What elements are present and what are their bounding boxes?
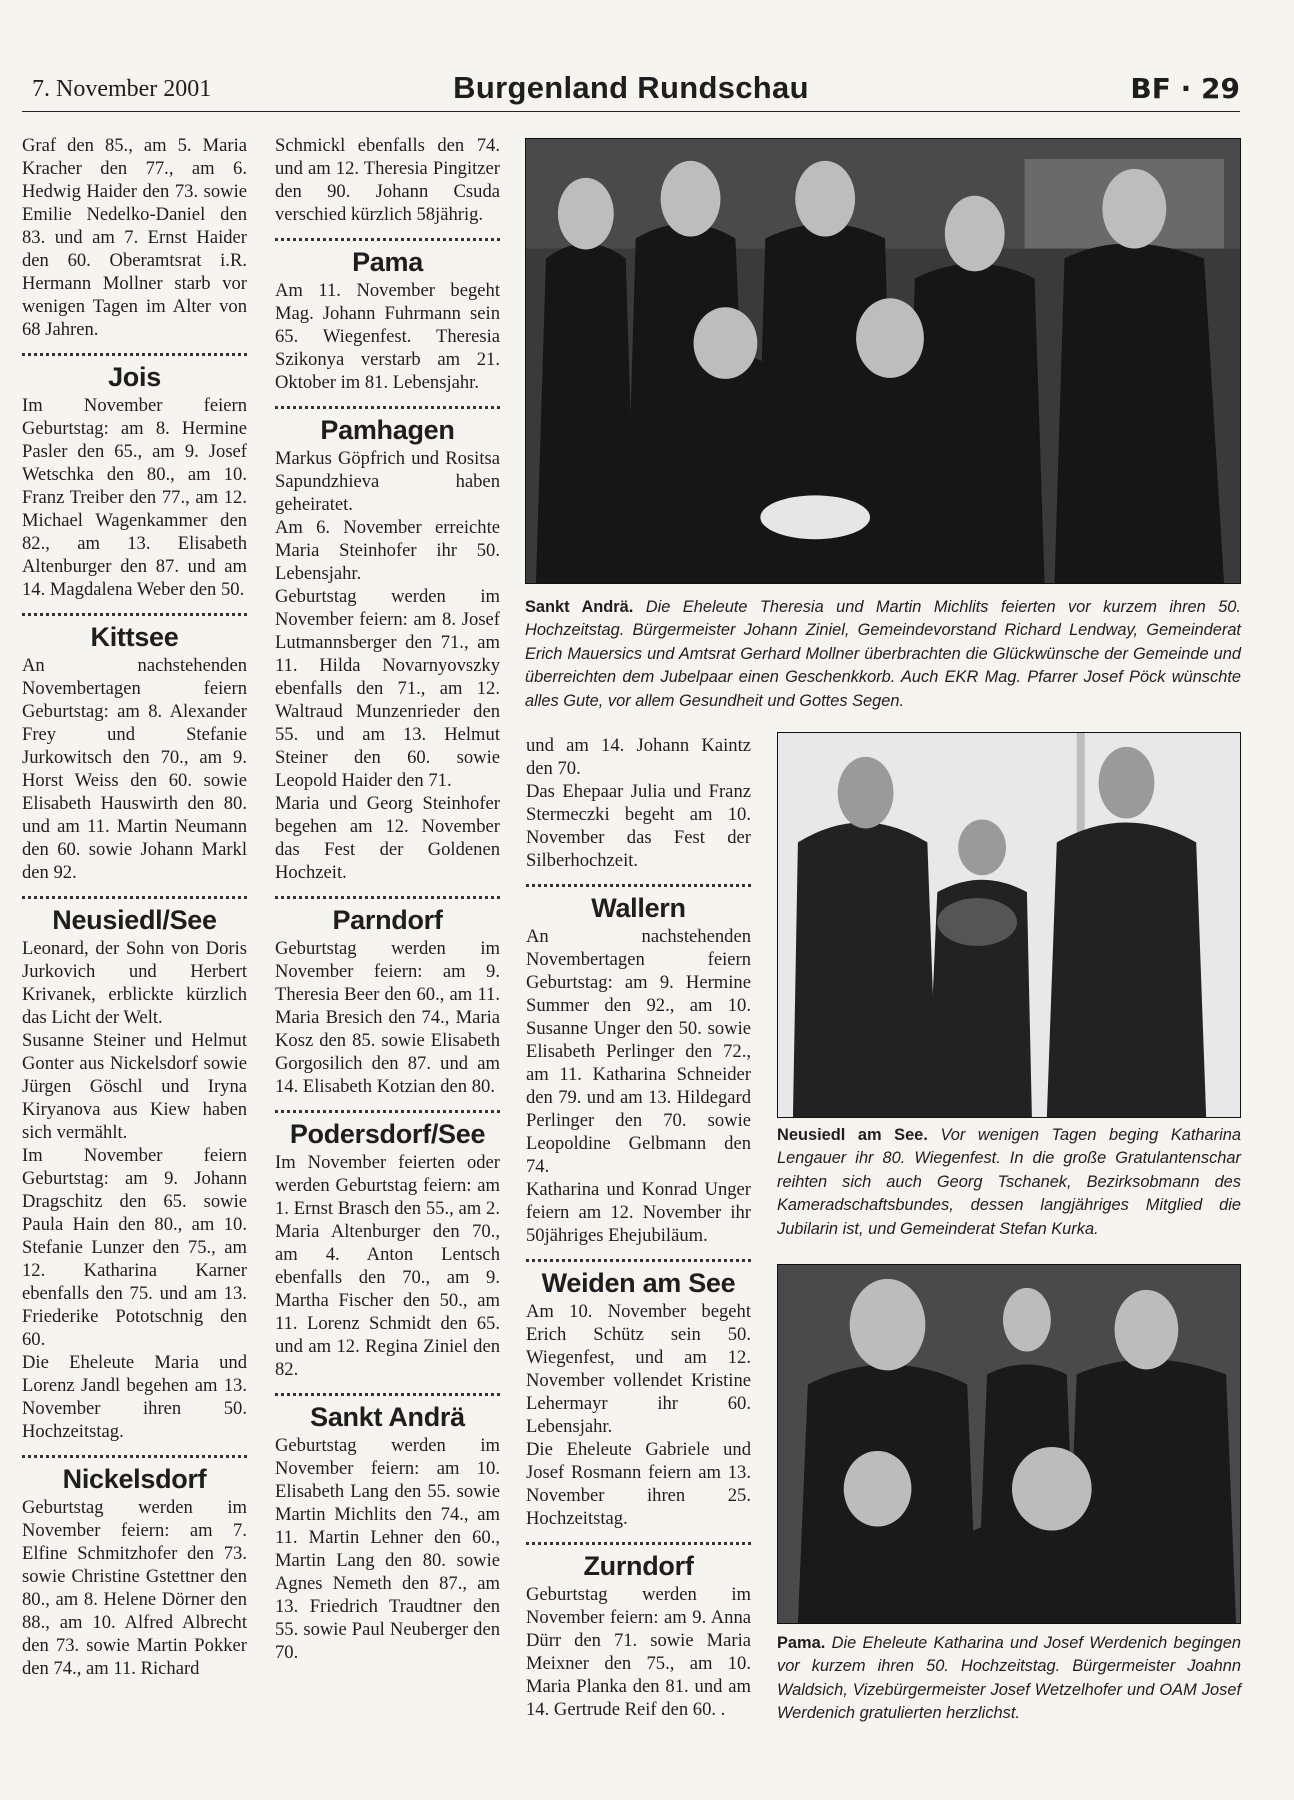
article-text: Susanne Steiner und Helmut Gonter aus Nickelsdorf sowie Jürgen Göschl und Iryna Kiryanova aus Kiew haben sich vermählt. (22, 1030, 247, 1143)
article-text: Die Eheleute Maria und Lorenz Jandl begehen am 13. November ihren 50. Hochzeitstag. (22, 1352, 247, 1442)
article-text: Markus Göpfrich und Rositsa Sapundzhieva haben geheiratet. (275, 448, 500, 515)
article-text: und am 14. Johann Kaintz den 70. (526, 735, 751, 779)
section-heading-parndorf: Parndorf (332, 905, 443, 935)
dotted-separator (275, 1101, 500, 1113)
page-header (22, 68, 1240, 112)
section-heading-neusiedl: Neusiedl/See (52, 905, 217, 935)
page-number: BF · 29 (1130, 72, 1240, 105)
caption-neusiedl-am-see (777, 1124, 1241, 1241)
article-text: Das Ehepaar Julia und Franz Stermeczki begeht am 10. November das Fest der Silberhochzeit. (526, 781, 751, 871)
article-text: Geburtstag werden im November feiern: am 9. Anna Dürr den 71. sowie Maria Meixner den 75., am 10. Maria Planka den 81. und am 14. Gertrude Reif den 60. . (526, 1584, 751, 1720)
article-text: An nachstehenden Novembertagen feiern Geburtstag: am 9. Hermine Summer den 92., am 10. Susanne Unger den 50. sowie Elisabeth Perlinger den 72., am 11. Katharina Schneider den 79. und am 13. Hildegard Perlinger den 70. sowie Leopoldine Gelbmann den 74. (526, 926, 751, 1177)
article-text: Im November feiern Geburtstag: am 8. Hermine Pasler den 65., am 9. Josef Wetschka den 80., am 10. Franz Treiber den 77., am 12. Michael Wagenkammer den 82., am 13. Elisabeth Altenburger den 87. und am 14. Magdalena Weber den 50. (22, 395, 247, 600)
column-1 (22, 134, 247, 1680)
section-heading-pamhagen: Pamhagen (320, 415, 455, 445)
section-heading-podersdorf: Podersdorf/See (289, 1119, 486, 1149)
column-2 (275, 134, 500, 1664)
dotted-separator (22, 1446, 247, 1458)
dotted-separator (526, 1250, 751, 1262)
article-text: Schmickl ebenfalls den 74. und am 12. Theresia Pingitzer den 90. Johann Csuda verschied kürzlich 58jährig. (275, 135, 500, 225)
photo-pama (777, 1264, 1241, 1624)
caption-text: Die Eheleute Theresia und Martin Michlits feierten vor kurzem ihren 50. Hochzeitstag. Bürgermeister Johann Ziniel, Gemeindevorstand Richard Lendway, Gemeinderat Erich Mauersics und Amtsrat Gerhard Mollner überbrachten die Glückwünsche der Gemeinde und überreichten dem Jubelpaar einen Geschenkkorb. Auch EKR Mag. Pfarrer Josef Pöck wünschte alles Gute, vor allem Gesundheit und Gottes Segen. (525, 598, 1241, 710)
article-text: Graf den 85., am 5. Maria Kracher den 77., am 6. Hedwig Haider den 73. sowie Emilie Nedelko-Daniel den 83. und am 7. Ernst Haider den 60. Oberamtsrat i.R. Hermann Mollner starb vor wenigen Tagen im Alter von 68 Jahren. (22, 135, 247, 340)
newspaper-title: Burgenland Rundschau (453, 70, 809, 105)
dotted-separator (275, 1384, 500, 1396)
dotted-separator (526, 875, 751, 887)
caption-text: Vor wenigen Tagen beging Katharina Lengauer ihr 80. Wiegenfest. In die große Gratulantenschar reihten sich auch Georg Tschanek, Bezirksobmann des Kameradschaftsbundes, dessen langjähriges Mitglied die Jubilarin ist, und Gemeinderat Stefan Kurka. (777, 1126, 1241, 1238)
caption-pama (777, 1632, 1241, 1726)
dotted-separator (275, 887, 500, 899)
section-heading-zurndorf: Zurndorf (583, 1551, 694, 1581)
article-text: Am 10. November begeht Erich Schütz sein 50. Wiegenfest, und am 12. November vollendet Kristine Lehermayr ihr 60. Lebensjahr. (526, 1301, 751, 1437)
article-text: Die Eheleute Gabriele und Josef Rosmann feiern am 13. November ihren 25. Hochzeitstag. (526, 1439, 751, 1529)
section-heading-wallern: Wallern (591, 893, 686, 923)
article-text: Geburtstag werden im November feiern: am 10. Elisabeth Lang den 55. sowie Martin Michlits den 74., am 11. Martin Lehner den 60., Martin Lang den 80. sowie Agnes Nemeth den 87., am 13. Friedrich Traudtner den 55. sowie Paul Neuberger den 70. (275, 1435, 500, 1663)
article-text: Geburtstag werden im November feiern: am 8. Josef Lutmannsberger den 71., am 11. Hilda Novarnyovszky ebenfalls den 71., am 12. Waltraud Munzenrieder den 55. und am 13. Helmut Steiner den 60. sowie Leopold Haider den 71. (275, 586, 500, 791)
article-text: An nachstehenden Novembertagen feiern Geburtstag: am 8. Alexander Frey und Stefanie Jurkowitsch den 70., am 9. Horst Weiss den 60. sowie Elisabeth Hauswirth den 80. und am 11. Martin Neumann den 60. sowie Johann Markl den 92. (22, 655, 247, 883)
section-heading-jois: Jois (108, 362, 161, 392)
photo-neusiedl-am-see (777, 732, 1241, 1118)
dotted-separator (22, 344, 247, 356)
dotted-separator (526, 1533, 751, 1545)
caption-place: Pama. (777, 1634, 826, 1652)
article-text: Am 11. November begeht Mag. Johann Fuhrmann sein 65. Wiegenfest. Theresia Szikonya verstarb am 21. Oktober im 81. Lebensjahr. (275, 280, 500, 393)
photo-sankt-andrae (525, 138, 1241, 584)
article-text: Maria und Georg Steinhofer begehen am 12. November das Fest der Goldenen Hochzeit. (275, 793, 500, 883)
caption-place: Neusiedl am See. (777, 1126, 928, 1144)
dotted-separator (275, 229, 500, 241)
article-text: Katharina und Konrad Unger feiern am 12. November ihr 50jähriges Ehejubiläum. (526, 1179, 751, 1246)
article-text: Leonard, der Sohn von Doris Jurkovich und Herbert Krivanek, erblickte kürzlich das Licht der Welt. (22, 938, 247, 1028)
section-heading-pama: Pama (352, 247, 423, 277)
article-text: Geburtstag werden im November feiern: am 9. Theresia Beer den 60., am 11. Maria Bresich den 74., Maria Kosz den 85. sowie Elisabeth Gorgosilich den 87. und am 14. Elisabeth Kotzian den 80. (275, 938, 500, 1097)
caption-text: Die Eheleute Katharina und Josef Werdenich begingen vor kurzem ihren 50. Hochzeitstag. Bürgermeister Joahnn Waldsich, Vizebürgermeister Josef Wetzelhofer und OAM Josef Werdenich gratulierten herzlichst. (777, 1634, 1242, 1723)
dotted-separator (275, 397, 500, 409)
article-text: Im November feierten oder werden Geburtstag feiern: am 1. Ernst Brasch den 55., am 2. Maria Altenburger den 70., am 4. Anton Lentsch ebenfalls den 70., am 9. Martha Fischer den 50., am 11. Lorenz Schmidt den 65. und am 12. Regina Ziniel den 82. (275, 1152, 500, 1380)
section-heading-sankt-andrae: Sankt Andrä (310, 1402, 465, 1432)
issue-date: 7. November 2001 (32, 76, 212, 102)
caption-place: Sankt Andrä. (525, 598, 634, 616)
section-heading-nickelsdorf: Nickelsdorf (62, 1464, 207, 1494)
column-3 (526, 734, 751, 1721)
caption-sankt-andrae (525, 596, 1241, 713)
article-text: Geburtstag werden im November feiern: am 7. Elfine Schmitzhofer den 73. sowie Christine Gstettner den 80., am 8. Helene Dörner den 88., am 10. Alfred Albrecht den 73. sowie Martin Pokker den 74., am 11. Richard (22, 1497, 247, 1679)
dotted-separator (22, 604, 247, 616)
section-heading-kittsee: Kittsee (90, 622, 179, 652)
article-text: Im November feiern Geburtstag: am 9. Johann Dragschitz den 65. sowie Paula Hain den 80., am 10. Stefanie Lunzer den 75., am 12. Katharina Karner ebenfalls den 75. und am 13. Friederike Pototschnig den 60. (22, 1145, 247, 1350)
section-heading-weiden: Weiden am See (541, 1268, 736, 1298)
article-text: Am 6. November erreichte Maria Steinhofer ihr 50. Lebensjahr. (275, 517, 500, 584)
dotted-separator (22, 887, 247, 899)
